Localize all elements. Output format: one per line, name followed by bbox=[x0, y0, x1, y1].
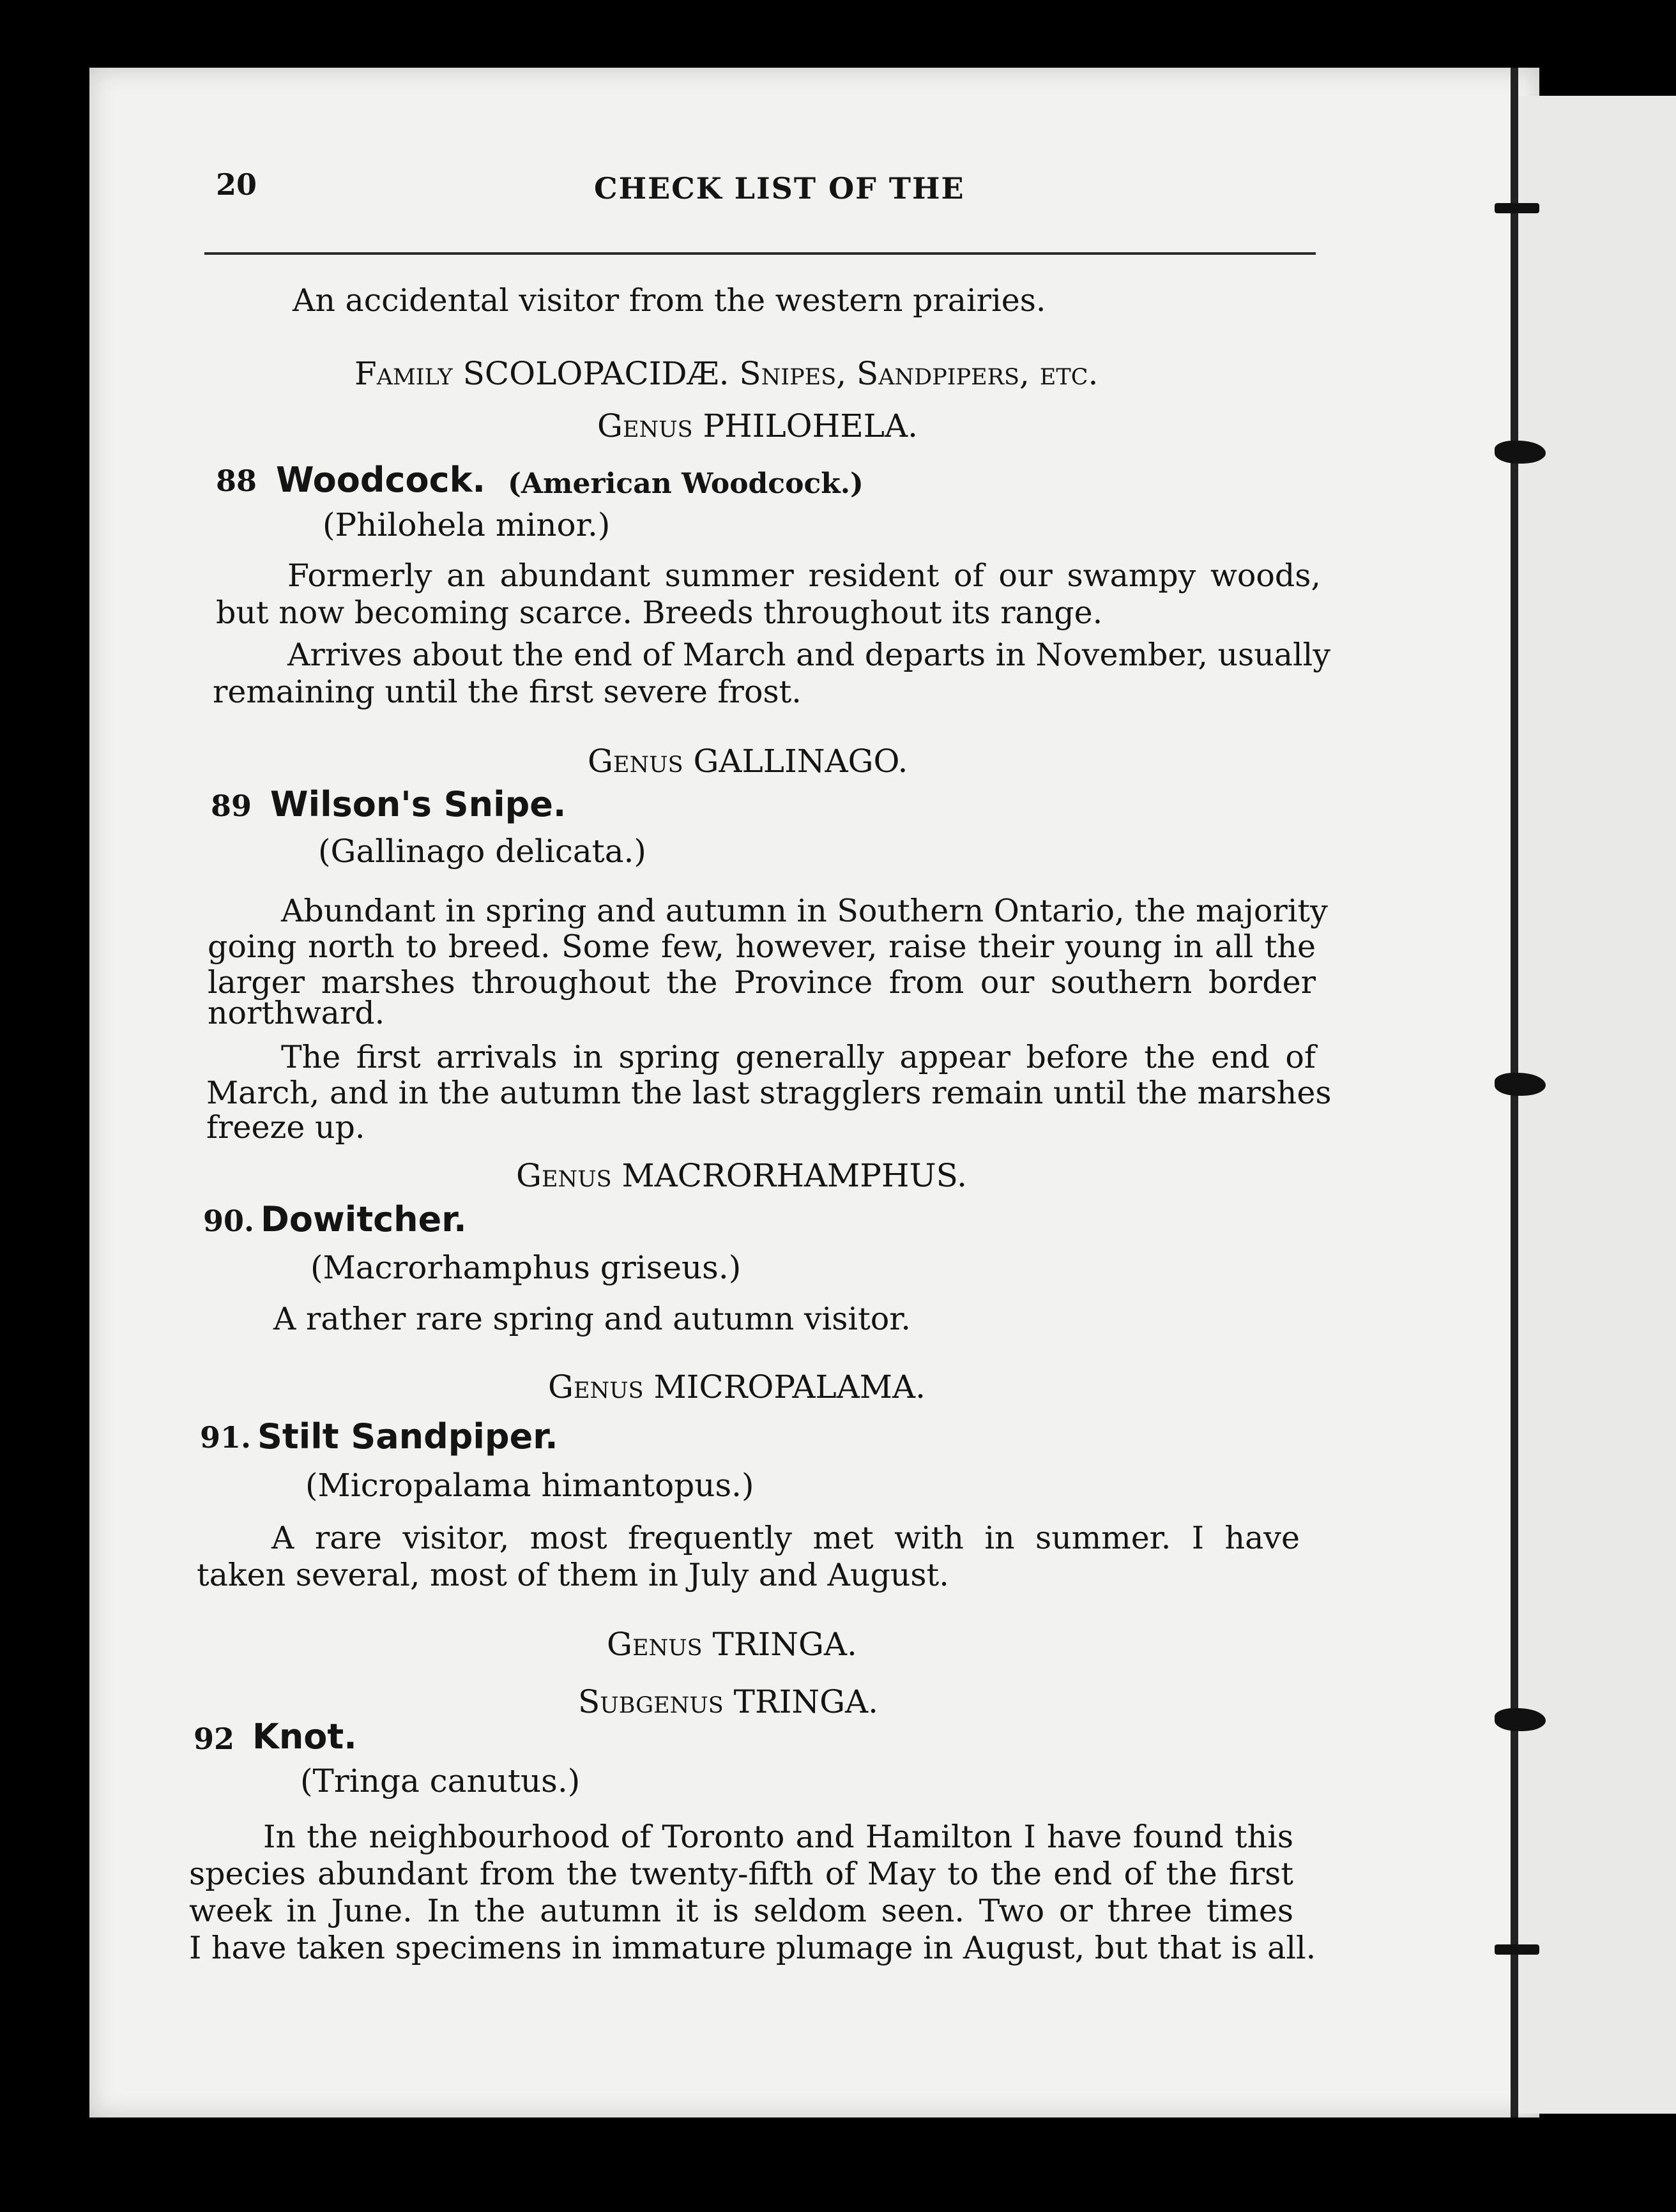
species-latin-name: (Philohela minor.) bbox=[323, 506, 611, 543]
spine-mark bbox=[1495, 1073, 1546, 1096]
paragraph-line: Abundant in spring and autumn in Southern Ontario, the majority bbox=[281, 893, 1328, 929]
genus-heading: Genus MACRORHAMPHUS. bbox=[516, 1157, 967, 1194]
paragraph-line: March, and in the autumn the last stragglers remain until the marshes bbox=[206, 1075, 1332, 1111]
species-latin-name: (Gallinago delicata.) bbox=[318, 833, 646, 870]
species-name: Stilt Sandpiper. bbox=[257, 1416, 558, 1457]
genus-heading: Genus GALLINAGO. bbox=[588, 743, 908, 780]
paragraph-line: going north to breed. Some few, however, raise their young in all the bbox=[208, 928, 1316, 965]
paragraph-line: species abundant from the twenty-fifth of May to the end of the first bbox=[189, 1856, 1293, 1892]
paragraph-line: Arrives about the end of March and departs in November, usually bbox=[287, 637, 1331, 673]
subgenus-heading: Subgenus TRINGA. bbox=[578, 1683, 879, 1720]
facing-page-edge bbox=[1518, 96, 1676, 2114]
family-heading: Family SCOLOPACIDÆ. Snipes, Sandpipers, etc. bbox=[354, 355, 1099, 392]
species-number: 90. bbox=[203, 1204, 255, 1238]
paragraph-line: remaining until the first severe frost. bbox=[213, 674, 802, 710]
spine-mark bbox=[1495, 1708, 1546, 1731]
paragraph-line: northward. bbox=[208, 995, 385, 1031]
species-latin-name: (Tringa canutus.) bbox=[300, 1762, 581, 1799]
paragraph-line: taken several, most of them in July and August. bbox=[197, 1557, 949, 1593]
genus-heading: Genus TRINGA. bbox=[607, 1626, 857, 1663]
header-rule bbox=[204, 252, 1316, 255]
running-head: CHECK LIST OF THE bbox=[594, 171, 965, 206]
page-number: 20 bbox=[216, 167, 257, 202]
species-name: Knot. bbox=[252, 1716, 357, 1757]
species-name: Woodcock. bbox=[276, 460, 486, 500]
species-number: 91. bbox=[200, 1420, 252, 1455]
paragraph-line: In the neighbourhood of Toronto and Hamilton I have found this bbox=[263, 1819, 1293, 1855]
paragraph-line: I have taken specimens in immature plumage in August, but that is all. bbox=[189, 1930, 1316, 1966]
species-name: Wilson's Snipe. bbox=[270, 784, 567, 824]
paragraph-line: week in June. In the autumn it is seldom seen. Two or three times bbox=[189, 1893, 1293, 1929]
spine-mark bbox=[1495, 1944, 1539, 1955]
paragraph-line: but now becoming scarce. Breeds throughout its range. bbox=[216, 595, 1103, 631]
paragraph-line: A rather rare spring and autumn visitor. bbox=[273, 1301, 911, 1337]
spine-mark bbox=[1495, 203, 1539, 213]
intro-line: An accidental visitor from the western prairies. bbox=[293, 282, 1046, 319]
paragraph-line: freeze up. bbox=[206, 1109, 365, 1146]
species-alt-name: (American Woodcock.) bbox=[508, 467, 864, 500]
species-number: 88 bbox=[216, 464, 257, 498]
species-number: 92 bbox=[194, 1722, 235, 1756]
spine-mark bbox=[1495, 441, 1546, 464]
paragraph-line: A rare visitor, most frequently met with in summer. I have bbox=[271, 1520, 1300, 1556]
species-latin-name: (Macrorhamphus griseus.) bbox=[310, 1249, 742, 1286]
genus-heading: Genus MICROPALAMA. bbox=[548, 1368, 926, 1405]
genus-heading: Genus PHILOHELA. bbox=[597, 407, 918, 444]
species-number: 89 bbox=[211, 789, 252, 823]
species-name: Dowitcher. bbox=[261, 1199, 467, 1239]
paragraph-line: larger marshes throughout the Province from our southern border bbox=[208, 964, 1316, 1001]
species-latin-name: (Micropalama himantopus.) bbox=[305, 1467, 754, 1504]
paragraph-line: Formerly an abundant summer resident of our swampy woods, bbox=[287, 557, 1321, 594]
paragraph-line: The first arrivals in spring generally appear before the end of bbox=[281, 1039, 1316, 1075]
